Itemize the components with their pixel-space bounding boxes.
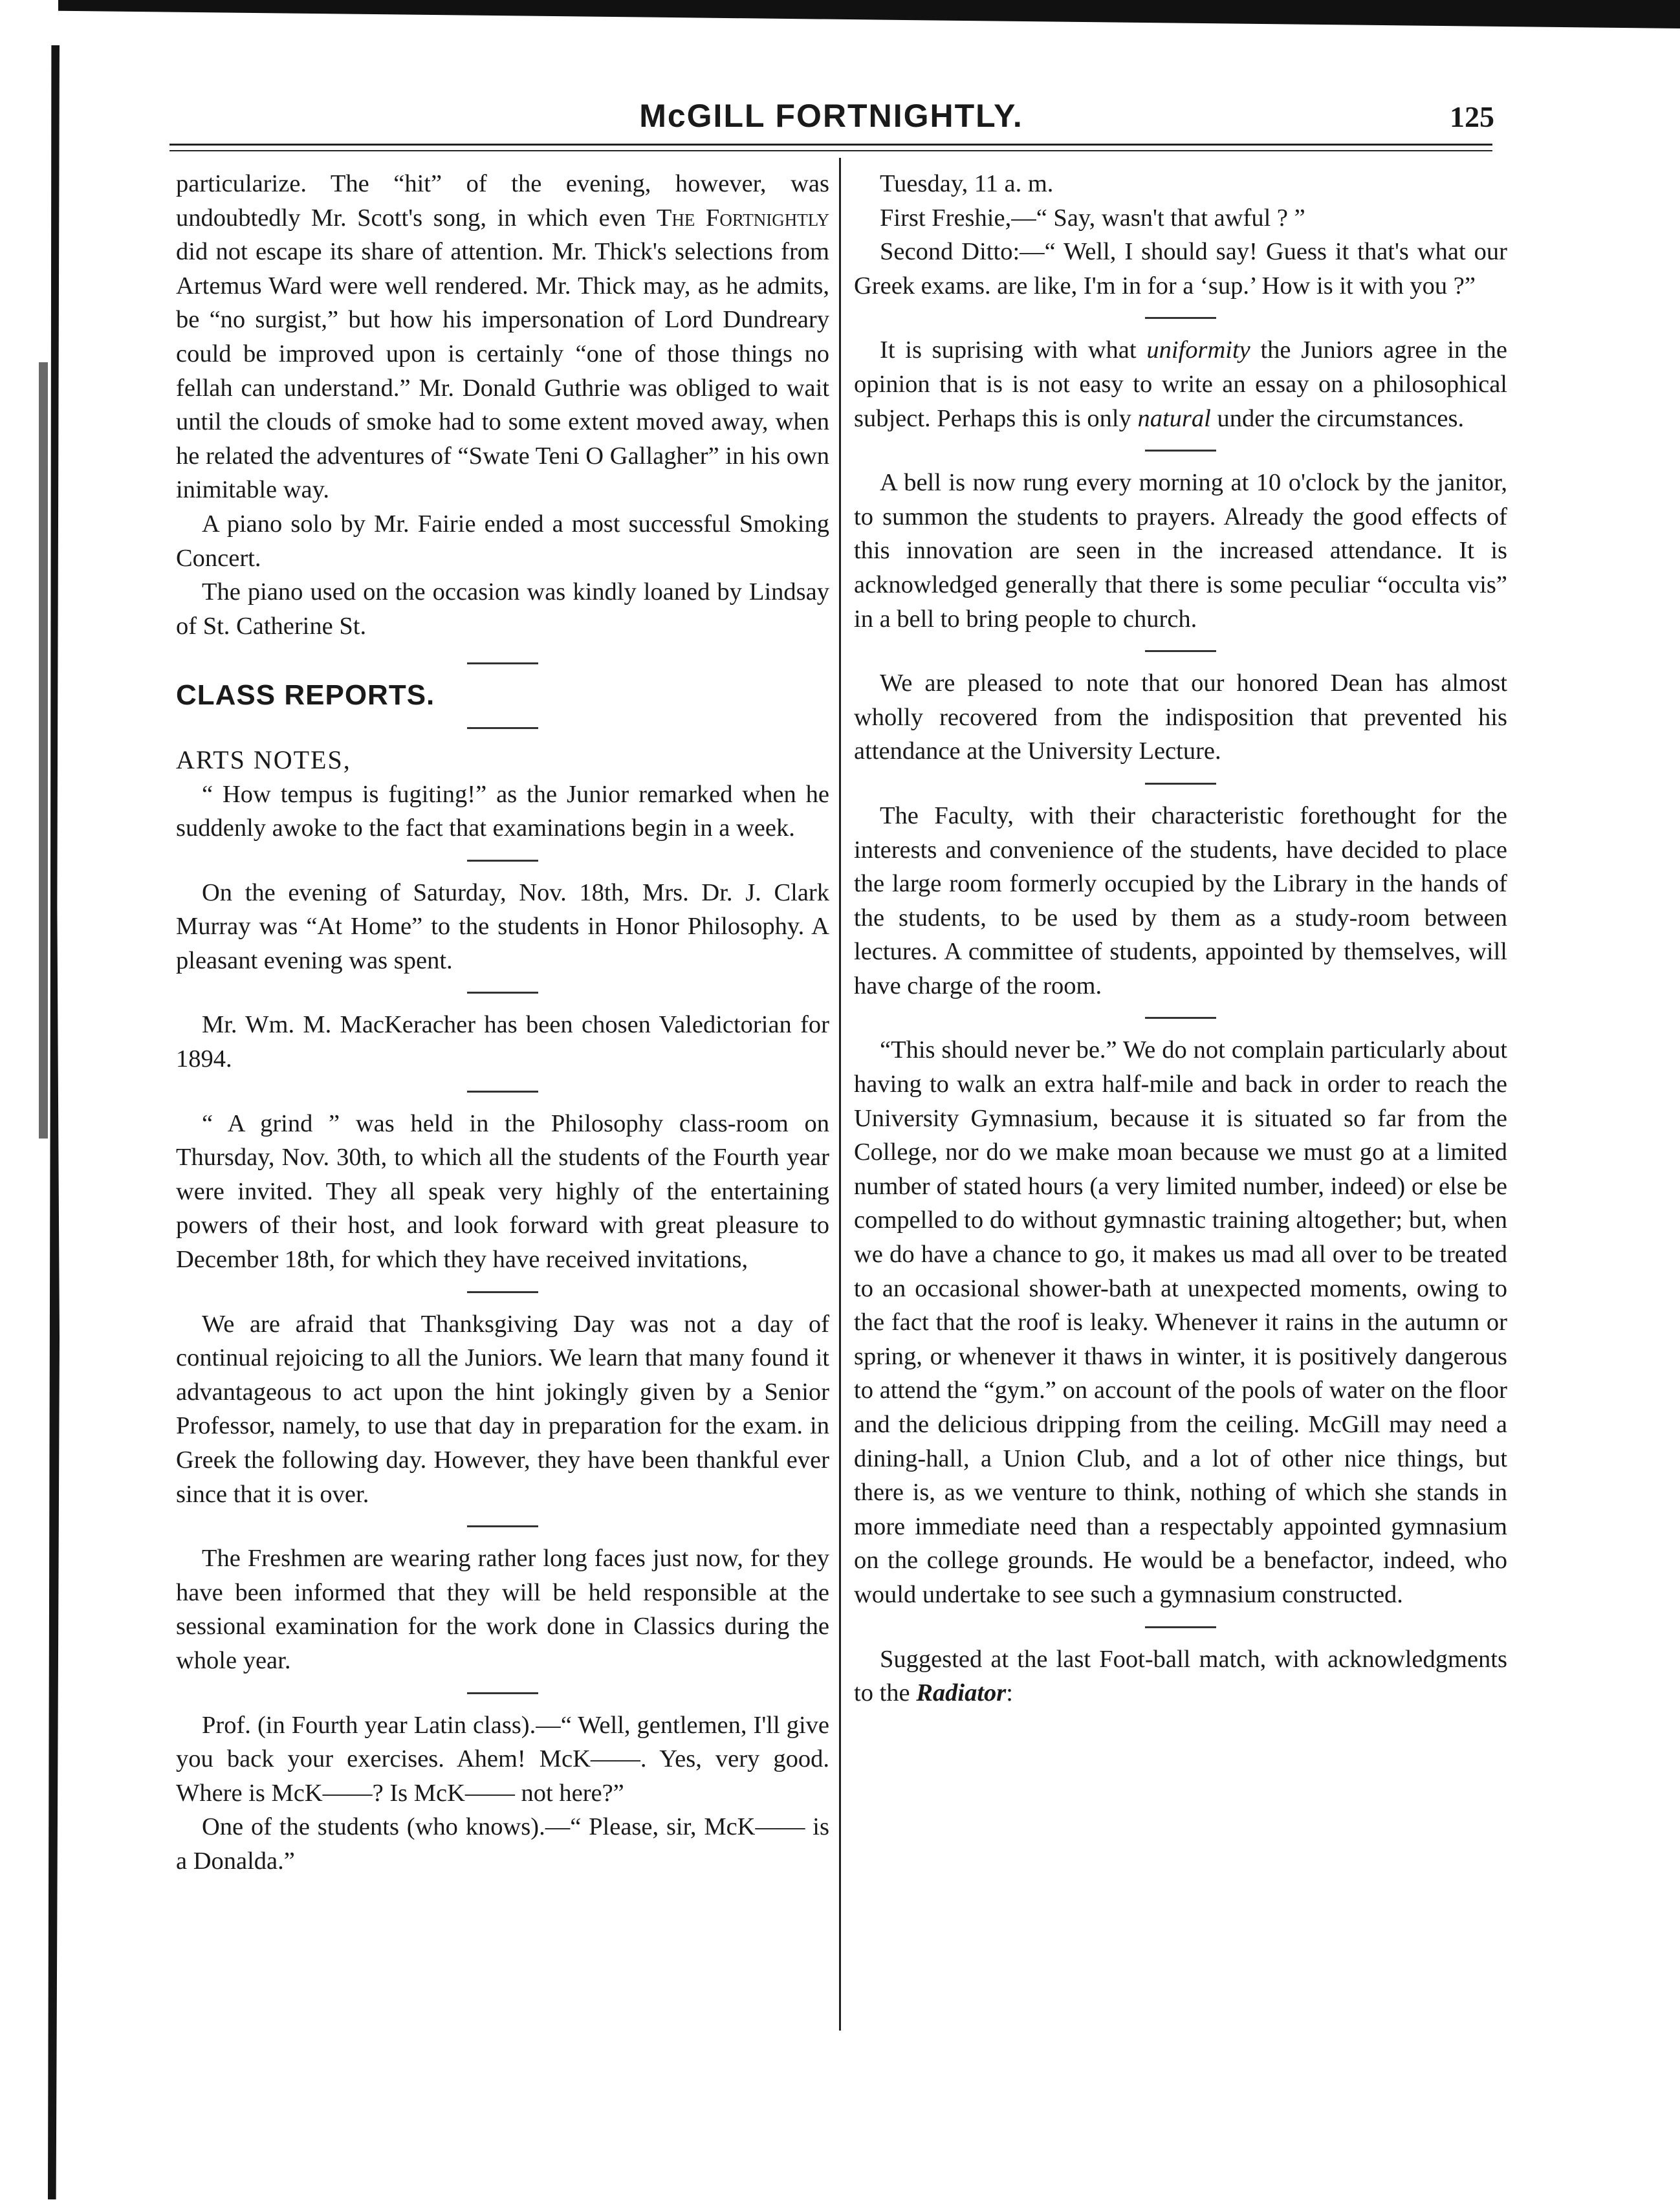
column-divider <box>839 158 841 2031</box>
paragraph: On the evening of Saturday, Nov. 18th, Mrs. Dr. J. Clark Murray was “At Home” to the students in Honor Philosophy. A pleasant evening was spent. <box>176 878 829 974</box>
header-rule <box>169 150 1492 151</box>
left-column <box>176 167 829 1879</box>
paragraph: Prof. (in Fourth year Latin class).—“ Well, gentlemen, I'll give you back your exercises. Ahem! McK——. Yes, very good. Where is McK——? Is McK—— not here?” <box>176 1711 829 1807</box>
subsection-heading: ARTS NOTES, <box>176 745 351 774</box>
italic-word: natural <box>1137 404 1211 432</box>
paragraph: “ How tempus is fugiting!” as the Junior remarked when he suddenly awoke to the fact that examinations begin in a week. <box>176 780 829 842</box>
journal-title: McGILL FORTNIGHTLY. <box>639 98 1023 134</box>
paragraph: particularize. The “hit” of the evening, however, was undoubtedly Mr. Scott's song, in which even The Fortnightly did not escape its share of attention. Mr. Thick's selections from Artemus Ward were well rendered. Mr. Thick may, as he admits, be “no surgist,” but how his impersonation of Lord Dundreary could be improved upon is certainly “one of those things no fellah can understand.” Mr. Donald Guthrie was obliged to wait until the clouds of smoke had to some extent moved away, when he related the adventures of “Swate Teni O Gallagher” in his own inimitable way. <box>176 170 829 504</box>
header-rule <box>169 144 1492 146</box>
paragraph: Second Ditto:—“ Well, I should say! Guess it that's what our Greek exams. are like, I'm in for a ‘sup.’ How is it with you ?” <box>854 238 1507 300</box>
section-heading: CLASS REPORTS. <box>176 679 435 712</box>
italic-word: uniformity <box>1146 336 1250 364</box>
italic-word: Radiator <box>916 1679 1007 1707</box>
journal-name: The Fortnightly <box>656 204 829 232</box>
scan-binding-shadow <box>39 362 48 1139</box>
paragraph: One of the students (who knows).—“ Please, sir, McK—— is a Donalda.” <box>176 1813 829 1875</box>
paragraph: Tuesday, 11 a. m. <box>880 170 1054 197</box>
paragraph: It is suprising with what uniformity the Juniors agree in the opinion that is is not easy to write an essay on a philosophical subject. Perhaps this is only natural under the circumstances. <box>854 336 1507 432</box>
right-column <box>854 167 1507 1710</box>
paragraph: The Freshmen are wearing rather long faces just now, for they have been informed that they will be held responsible at the sessional examination for the work done in Classics during the whole year. <box>176 1545 829 1674</box>
paragraph: The Faculty, with their characteristic forethought for the interests and convenience of the students, have decided to place the large room formerly occupied by the Library in the hands of the students, to be used by them as a study-room between lectures. A committee of students, appointed by themselves, will have charge of the room. <box>854 801 1507 999</box>
paragraph: A bell is now rung every morning at 10 o'clock by the janitor, to summon the students to prayers. Already the good effects of this innovation are seen in the increased attendance. It is acknowledged generally that there is some peculiar “occulta vis” in a bell to bring people to church. <box>854 469 1507 633</box>
paragraph: We are pleased to note that our honored Dean has almost wholly recovered from the indisposition that prevented his attendance at the University Lecture. <box>854 670 1507 765</box>
paragraph: Suggested at the last Foot-ball match, with acknowledgments to the Radiator: <box>854 1645 1507 1707</box>
paragraph: We are afraid that Thanksgiving Day was not a day of continual rejoicing to all the Juniors. We learn that many found it advantageous to act upon the hint jokingly given by a Senior Professor, namely, to use that day in preparation for the exam. in Greek the following day. However, they have been thankful ever since that it is over. <box>176 1310 829 1508</box>
paragraph: First Freshie,—“ Say, wasn't that awful ? ” <box>880 204 1305 232</box>
paragraph: “ A grind ” was held in the Philosophy class-room on Thursday, Nov. 30th, to which all the students of the Fourth year were invited. They all speak very highly of the entertaining powers of their host, and look forward with great pleasure to December 18th, for which they have received invitations, <box>176 1109 829 1274</box>
paragraph: A piano solo by Mr. Fairie ended a most successful Smoking Concert. <box>176 510 829 572</box>
paragraph: The piano used on the occasion was kindly loaned by Lindsay of St. Catherine St. <box>176 578 829 640</box>
running-header <box>168 97 1494 142</box>
page-number: 125 <box>1450 100 1494 133</box>
paragraph: Mr. Wm. M. MacKeracher has been chosen Valedictorian for 1894. <box>176 1011 829 1073</box>
paragraph: “This should never be.” We do not complain particularly about having to walk an extra half-mile and back in order to reach the University Gymnasium, because it is situated so far from the College, nor do we make moan because we must go at a limited number of stated hours (a very limited number, indeed) or else be compelled to do without gymnastic training altogether; but, when we do have a chance to go, it makes us mad all over to be treated to an occasional shower-bath at unexpected moments, owing to the fact that the roof is leaky. Whenever it rains in the autumn or spring, or whenever it thaws in winter, it is positively dangerous to attend the “gym.” on account of the pools of water on the floor and the delicious dripping from the ceiling. McGill may need a dining-hall, a Union Club, and a lot of other nice things, but there is, as we venture to think, nothing of which she stands in more immediate need than a respectably appointed gymnasium on the college grounds. He would be a benefactor, indeed, who would undertake to see such a gymnasium constructed. <box>854 1036 1507 1608</box>
scan-binding-shadow <box>48 45 60 2199</box>
